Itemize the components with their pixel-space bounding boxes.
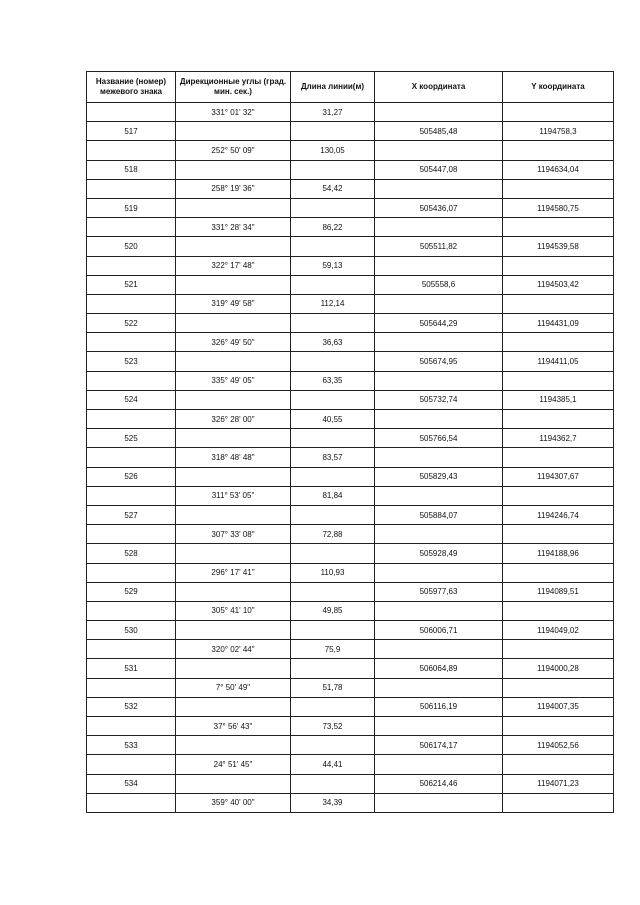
table-row: [87, 736, 614, 755]
y-cell: 1194385,1: [503, 390, 614, 409]
header-y-coordinate: Y координата: [503, 72, 614, 103]
length-cell: 112,14: [291, 294, 375, 313]
angle-cell: [176, 582, 291, 601]
y-cell: [503, 678, 614, 697]
point-cell: 517: [87, 122, 176, 141]
table-row: [87, 179, 614, 198]
x-cell: [375, 333, 503, 352]
y-cell: [503, 218, 614, 237]
table-row: [87, 333, 614, 352]
length-cell: [291, 774, 375, 793]
boundary-coordinates-table: [86, 71, 614, 813]
point-cell: 528: [87, 544, 176, 563]
x-cell: 505436,07: [375, 198, 503, 217]
table-row: [87, 601, 614, 620]
x-cell: [375, 179, 503, 198]
header-line-length: Длина линии(м): [291, 72, 375, 103]
table-row: [87, 256, 614, 275]
table-row: [87, 505, 614, 524]
x-cell: 505674,95: [375, 352, 503, 371]
length-cell: [291, 582, 375, 601]
x-cell: [375, 256, 503, 275]
y-cell: [503, 179, 614, 198]
point-cell: 524: [87, 390, 176, 409]
x-cell: 505884,07: [375, 505, 503, 524]
x-cell: [375, 563, 503, 582]
y-cell: 1194634,04: [503, 160, 614, 179]
y-cell: [503, 717, 614, 736]
angle-cell: 326° 49' 50": [176, 333, 291, 352]
x-cell: [375, 601, 503, 620]
point-cell: [87, 371, 176, 390]
table-row: [87, 621, 614, 640]
y-cell: 1194049,02: [503, 621, 614, 640]
length-cell: 51,78: [291, 678, 375, 697]
x-cell: [375, 218, 503, 237]
length-cell: 59,13: [291, 256, 375, 275]
point-cell: 522: [87, 314, 176, 333]
angle-cell: 318° 48' 48": [176, 448, 291, 467]
table-row: [87, 486, 614, 505]
x-cell: 506174,17: [375, 736, 503, 755]
table-row: [87, 659, 614, 678]
angle-cell: [176, 659, 291, 678]
header-point-name: Название (номер) межевого знака: [87, 72, 176, 103]
point-cell: [87, 717, 176, 736]
length-cell: [291, 544, 375, 563]
point-cell: [87, 141, 176, 160]
point-cell: 519: [87, 198, 176, 217]
table-row: [87, 793, 614, 812]
header-direction-angle: Дирекционные углы (град. мин. сек.): [176, 72, 291, 103]
y-cell: [503, 333, 614, 352]
table-row: [87, 122, 614, 141]
table-row: [87, 371, 614, 390]
x-cell: 505977,63: [375, 582, 503, 601]
length-cell: [291, 314, 375, 333]
length-cell: 75,9: [291, 640, 375, 659]
length-cell: [291, 275, 375, 294]
x-cell: 505558,6: [375, 275, 503, 294]
y-cell: 1194188,96: [503, 544, 614, 563]
angle-cell: 7° 50' 49": [176, 678, 291, 697]
length-cell: 73,52: [291, 717, 375, 736]
point-cell: 534: [87, 774, 176, 793]
point-cell: [87, 678, 176, 697]
angle-cell: 37° 56' 43": [176, 717, 291, 736]
angle-cell: [176, 774, 291, 793]
angle-cell: [176, 275, 291, 294]
point-cell: 525: [87, 429, 176, 448]
y-cell: 1194758,3: [503, 122, 614, 141]
point-cell: [87, 525, 176, 544]
y-cell: [503, 563, 614, 582]
table-row: [87, 563, 614, 582]
x-cell: 505644,29: [375, 314, 503, 333]
y-cell: 1194362,7: [503, 429, 614, 448]
y-cell: 1194052,56: [503, 736, 614, 755]
y-cell: [503, 486, 614, 505]
y-cell: 1194431,09: [503, 314, 614, 333]
x-cell: [375, 717, 503, 736]
x-cell: 505766,54: [375, 429, 503, 448]
x-cell: 505447,08: [375, 160, 503, 179]
y-cell: [503, 793, 614, 812]
point-cell: [87, 640, 176, 659]
length-cell: 81,84: [291, 486, 375, 505]
table-row: [87, 410, 614, 429]
length-cell: 130,05: [291, 141, 375, 160]
table-header-row: [87, 72, 614, 103]
length-cell: 63,35: [291, 371, 375, 390]
angle-cell: [176, 352, 291, 371]
point-cell: 529: [87, 582, 176, 601]
point-cell: [87, 486, 176, 505]
table-row: [87, 198, 614, 217]
point-cell: [87, 448, 176, 467]
y-cell: [503, 601, 614, 620]
point-cell: [87, 179, 176, 198]
y-cell: 1194071,23: [503, 774, 614, 793]
angle-cell: [176, 390, 291, 409]
x-cell: 505928,49: [375, 544, 503, 563]
x-cell: [375, 486, 503, 505]
angle-cell: 359° 40' 00": [176, 793, 291, 812]
x-cell: [375, 755, 503, 774]
angle-cell: 319° 49' 58": [176, 294, 291, 313]
table-row: [87, 640, 614, 659]
angle-cell: [176, 198, 291, 217]
x-cell: 506214,46: [375, 774, 503, 793]
length-cell: 36,63: [291, 333, 375, 352]
y-cell: [503, 103, 614, 122]
x-cell: 506064,89: [375, 659, 503, 678]
x-cell: [375, 793, 503, 812]
y-cell: [503, 256, 614, 275]
x-cell: [375, 678, 503, 697]
length-cell: [291, 505, 375, 524]
point-cell: 533: [87, 736, 176, 755]
x-cell: [375, 448, 503, 467]
angle-cell: [176, 314, 291, 333]
y-cell: [503, 371, 614, 390]
table-row: [87, 160, 614, 179]
angle-cell: 311° 53' 05": [176, 486, 291, 505]
table-row: [87, 755, 614, 774]
point-cell: [87, 218, 176, 237]
angle-cell: 307° 33' 08": [176, 525, 291, 544]
length-cell: 83,57: [291, 448, 375, 467]
table-row: [87, 103, 614, 122]
angle-cell: [176, 467, 291, 486]
table-row: [87, 294, 614, 313]
table-body: [87, 103, 614, 813]
angle-cell: 258° 19' 36": [176, 179, 291, 198]
table-row: [87, 717, 614, 736]
length-cell: 49,85: [291, 601, 375, 620]
x-cell: 505485,48: [375, 122, 503, 141]
table-row: [87, 678, 614, 697]
point-cell: [87, 294, 176, 313]
point-cell: [87, 601, 176, 620]
length-cell: [291, 429, 375, 448]
y-cell: [503, 755, 614, 774]
point-cell: 531: [87, 659, 176, 678]
length-cell: 86,22: [291, 218, 375, 237]
x-cell: [375, 640, 503, 659]
length-cell: 34,39: [291, 793, 375, 812]
x-cell: 505732,74: [375, 390, 503, 409]
angle-cell: [176, 429, 291, 448]
y-cell: [503, 294, 614, 313]
table-row: [87, 390, 614, 409]
angle-cell: 24° 51' 45": [176, 755, 291, 774]
angle-cell: [176, 544, 291, 563]
angle-cell: 335° 49' 05": [176, 371, 291, 390]
point-cell: 523: [87, 352, 176, 371]
x-cell: 505829,43: [375, 467, 503, 486]
length-cell: 54,42: [291, 179, 375, 198]
y-cell: 1194307,67: [503, 467, 614, 486]
angle-cell: [176, 697, 291, 716]
length-cell: 44,41: [291, 755, 375, 774]
angle-cell: 296° 17' 41": [176, 563, 291, 582]
length-cell: [291, 122, 375, 141]
table-row: [87, 275, 614, 294]
table-row: [87, 314, 614, 333]
angle-cell: [176, 122, 291, 141]
point-cell: 527: [87, 505, 176, 524]
x-cell: [375, 525, 503, 544]
point-cell: [87, 103, 176, 122]
length-cell: [291, 697, 375, 716]
y-cell: 1194246,74: [503, 505, 614, 524]
x-cell: 505511,82: [375, 237, 503, 256]
point-cell: 520: [87, 237, 176, 256]
point-cell: [87, 333, 176, 352]
angle-cell: 322° 17' 48": [176, 256, 291, 275]
y-cell: [503, 525, 614, 544]
x-cell: 506006,71: [375, 621, 503, 640]
point-cell: 532: [87, 697, 176, 716]
length-cell: [291, 659, 375, 678]
point-cell: [87, 410, 176, 429]
y-cell: 1194000,28: [503, 659, 614, 678]
header-x-coordinate: X координата: [375, 72, 503, 103]
point-cell: [87, 793, 176, 812]
table-row: [87, 141, 614, 160]
length-cell: [291, 160, 375, 179]
angle-cell: 252° 50' 09": [176, 141, 291, 160]
length-cell: 40,55: [291, 410, 375, 429]
y-cell: 1194411,05: [503, 352, 614, 371]
length-cell: [291, 621, 375, 640]
table-row: [87, 544, 614, 563]
point-cell: 526: [87, 467, 176, 486]
y-cell: [503, 640, 614, 659]
x-cell: [375, 410, 503, 429]
angle-cell: 320° 02' 44": [176, 640, 291, 659]
y-cell: 1194503,42: [503, 275, 614, 294]
table-row: [87, 582, 614, 601]
length-cell: [291, 390, 375, 409]
point-cell: 518: [87, 160, 176, 179]
angle-cell: [176, 505, 291, 524]
y-cell: 1194007,35: [503, 697, 614, 716]
angle-cell: 326° 28' 00": [176, 410, 291, 429]
length-cell: [291, 736, 375, 755]
length-cell: [291, 467, 375, 486]
table-row: [87, 352, 614, 371]
table-row: [87, 237, 614, 256]
angle-cell: [176, 160, 291, 179]
x-cell: 506116,19: [375, 697, 503, 716]
x-cell: [375, 371, 503, 390]
point-cell: [87, 563, 176, 582]
table-row: [87, 218, 614, 237]
angle-cell: [176, 237, 291, 256]
table-row: [87, 697, 614, 716]
angle-cell: 331° 28' 34": [176, 218, 291, 237]
y-cell: 1194089,51: [503, 582, 614, 601]
y-cell: 1194539,58: [503, 237, 614, 256]
table-row: [87, 774, 614, 793]
y-cell: [503, 448, 614, 467]
table-row: [87, 525, 614, 544]
y-cell: [503, 141, 614, 160]
point-cell: 530: [87, 621, 176, 640]
table-row: [87, 448, 614, 467]
y-cell: 1194580,75: [503, 198, 614, 217]
length-cell: 31,27: [291, 103, 375, 122]
point-cell: [87, 256, 176, 275]
y-cell: [503, 410, 614, 429]
point-cell: 521: [87, 275, 176, 294]
point-cell: [87, 755, 176, 774]
length-cell: [291, 352, 375, 371]
table-row: [87, 467, 614, 486]
angle-cell: 305° 41' 10": [176, 601, 291, 620]
angle-cell: [176, 621, 291, 640]
length-cell: 110,93: [291, 563, 375, 582]
length-cell: [291, 237, 375, 256]
angle-cell: 331° 01' 32": [176, 103, 291, 122]
table-row: [87, 429, 614, 448]
angle-cell: [176, 736, 291, 755]
length-cell: 72,88: [291, 525, 375, 544]
length-cell: [291, 198, 375, 217]
x-cell: [375, 141, 503, 160]
x-cell: [375, 103, 503, 122]
x-cell: [375, 294, 503, 313]
